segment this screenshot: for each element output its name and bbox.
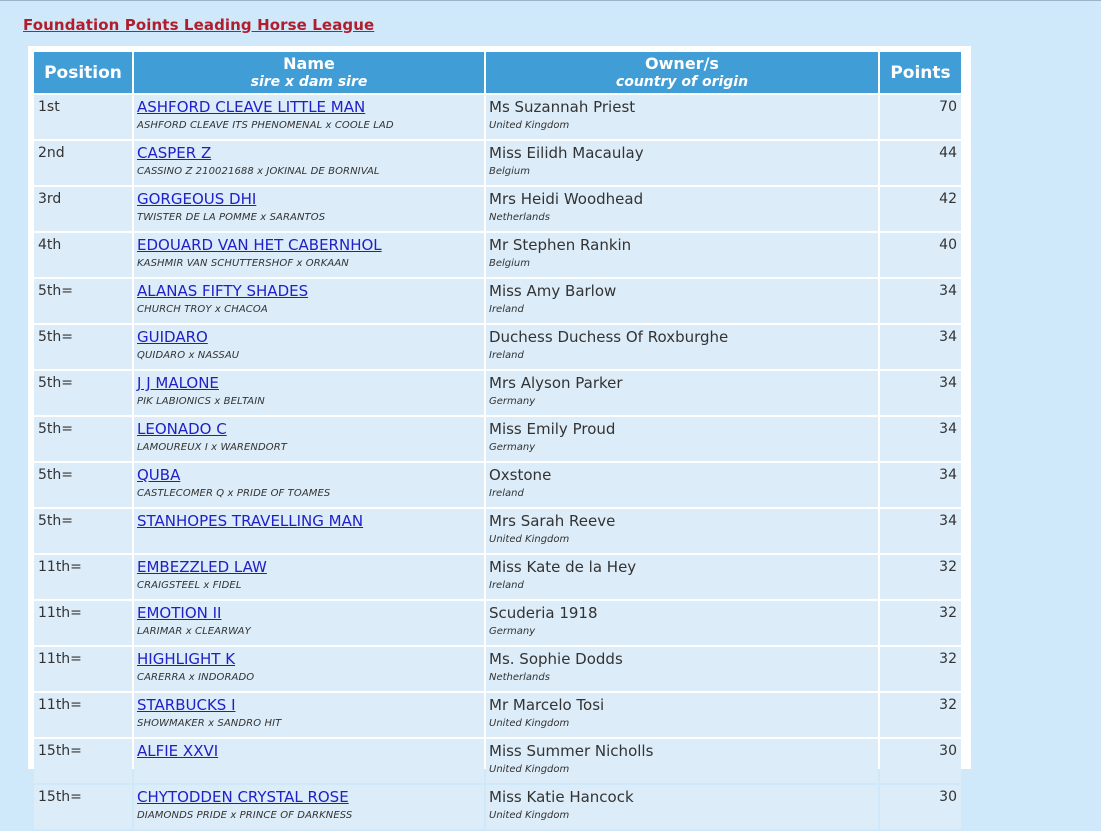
- table-row: [34, 417, 961, 461]
- points-cell: 34: [880, 325, 961, 369]
- table-row: [34, 509, 961, 553]
- table-header-row: [34, 52, 961, 93]
- country-text: Ireland: [489, 488, 524, 499]
- header-name: [134, 52, 484, 93]
- horse-name-link[interactable]: CASPER Z: [137, 144, 212, 162]
- horse-name-link[interactable]: EMBEZZLED LAW: [137, 558, 267, 576]
- horse-name-link[interactable]: STANHOPES TRAVELLING MAN: [137, 512, 364, 530]
- position-cell: 5th=: [34, 371, 132, 415]
- table-row: [34, 279, 961, 323]
- owner-name: Miss Eilidh Macaulay: [489, 144, 644, 162]
- horse-name-link[interactable]: EMOTION II: [137, 604, 222, 622]
- table-row: [34, 647, 961, 691]
- owner-cell: [486, 95, 878, 139]
- country-text: United Kingdom: [489, 534, 570, 545]
- name-cell: [134, 325, 484, 369]
- header-name-sub: sire x dam sire: [250, 73, 368, 90]
- horse-name-link[interactable]: ALANAS FIFTY SHADES: [137, 282, 309, 300]
- owner-name: Duchess Duchess Of Roxburghe: [489, 328, 729, 346]
- owner-cell: [486, 693, 878, 737]
- country-text: Belgium: [489, 258, 530, 269]
- owner-cell: [486, 509, 878, 553]
- name-cell: [134, 233, 484, 277]
- name-cell: [134, 95, 484, 139]
- name-cell: [134, 647, 484, 691]
- country-text: Netherlands: [489, 212, 550, 223]
- table-row: [34, 693, 961, 737]
- owner-name: Miss Katie Hancock: [489, 788, 634, 806]
- name-cell: [134, 739, 484, 783]
- country-text: Ireland: [489, 350, 524, 361]
- horse-name-link[interactable]: LEONADO C: [137, 420, 227, 438]
- header-points: Points: [880, 52, 961, 93]
- name-cell: [134, 509, 484, 553]
- owner-name: Mr Stephen Rankin: [489, 236, 632, 254]
- pedigree-text: SHOWMAKER x SANDRO HIT: [137, 718, 282, 729]
- pedigree-text: QUIDARO x NASSAU: [137, 350, 240, 361]
- position-cell: 5th=: [34, 509, 132, 553]
- position-cell: 5th=: [34, 463, 132, 507]
- points-cell: 32: [880, 693, 961, 737]
- pedigree-text: CHURCH TROY x CHACOA: [137, 304, 268, 315]
- position-cell: 4th: [34, 233, 132, 277]
- header-position: Position: [34, 52, 132, 93]
- table-row: [34, 141, 961, 185]
- owner-cell: [486, 233, 878, 277]
- points-cell: 34: [880, 279, 961, 323]
- horse-name-link[interactable]: ASHFORD CLEAVE LITTLE MAN: [137, 98, 366, 116]
- owner-cell: [486, 325, 878, 369]
- owner-cell: [486, 187, 878, 231]
- owner-name: Miss Summer Nicholls: [489, 742, 654, 760]
- points-cell: 40: [880, 233, 961, 277]
- header-owner: [486, 52, 878, 93]
- country-text: United Kingdom: [489, 120, 570, 131]
- country-text: Belgium: [489, 166, 530, 177]
- owner-name: Oxstone: [489, 466, 552, 484]
- pedigree-text: PIK LABIONICS x BELTAIN: [137, 396, 265, 407]
- owner-name: Ms Suzannah Priest: [489, 98, 636, 116]
- owner-cell: [486, 785, 878, 829]
- horse-name-link[interactable]: STARBUCKS I: [137, 696, 236, 714]
- owner-cell: [486, 555, 878, 599]
- points-cell: 44: [880, 141, 961, 185]
- table-row: [34, 95, 961, 139]
- table-row: [34, 325, 961, 369]
- points-cell: 30: [880, 739, 961, 783]
- horse-name-link[interactable]: ALFIE XXVI: [137, 742, 219, 760]
- owner-name: Miss Amy Barlow: [489, 282, 617, 300]
- position-cell: 15th=: [34, 785, 132, 829]
- position-cell: 2nd: [34, 141, 132, 185]
- header-owner-sub: country of origin: [615, 73, 749, 90]
- position-cell: 5th=: [34, 325, 132, 369]
- owner-cell: [486, 279, 878, 323]
- name-cell: [134, 601, 484, 645]
- name-cell: [134, 555, 484, 599]
- horse-name-link[interactable]: GUIDARO: [137, 328, 208, 346]
- points-cell: 34: [880, 463, 961, 507]
- league-table-container: [28, 46, 971, 821]
- header-name-label: Name: [283, 53, 335, 73]
- table-row: [34, 371, 961, 415]
- owner-cell: [486, 739, 878, 783]
- name-cell: [134, 693, 484, 737]
- name-cell: [134, 371, 484, 415]
- pedigree-text: DIAMONDS PRIDE x PRINCE OF DARKNESS: [137, 810, 353, 821]
- points-cell: 34: [880, 509, 961, 553]
- pedigree-text: TWISTER DE LA POMME x SARANTOS: [137, 212, 326, 223]
- position-cell: 11th=: [34, 693, 132, 737]
- position-cell: 5th=: [34, 279, 132, 323]
- horse-name-link[interactable]: QUBA: [137, 466, 181, 484]
- header-owner-label: Owner/s: [645, 53, 719, 73]
- pedigree-text: KASHMIR VAN SCHUTTERSHOF x ORKAAN: [137, 258, 349, 269]
- country-text: Germany: [489, 396, 536, 407]
- points-cell: 32: [880, 601, 961, 645]
- position-cell: 3rd: [34, 187, 132, 231]
- pedigree-text: LARIMAR x CLEARWAY: [137, 626, 251, 637]
- page-title-link[interactable]: Foundation Points Leading Horse League: [23, 16, 375, 34]
- country-text: United Kingdom: [489, 810, 570, 821]
- table-row: [34, 187, 961, 231]
- points-cell: 32: [880, 647, 961, 691]
- points-cell: 30: [880, 785, 961, 829]
- top-border: [0, 0, 1101, 1]
- position-cell: 11th=: [34, 647, 132, 691]
- position-cell: 11th=: [34, 555, 132, 599]
- table-row: [34, 601, 961, 645]
- owner-name: Miss Emily Proud: [489, 420, 616, 438]
- owner-name: Ms. Sophie Dodds: [489, 650, 623, 668]
- name-cell: [134, 785, 484, 829]
- horse-name-link[interactable]: CHYTODDEN CRYSTAL ROSE: [137, 788, 349, 806]
- owner-cell: [486, 601, 878, 645]
- name-cell: [134, 187, 484, 231]
- owner-name: Mrs Alyson Parker: [489, 374, 623, 392]
- points-cell: 70: [880, 95, 961, 139]
- table-row: [34, 555, 961, 599]
- position-cell: 11th=: [34, 601, 132, 645]
- country-text: Germany: [489, 442, 536, 453]
- owner-name: Scuderia 1918: [489, 604, 598, 622]
- pedigree-text: LAMOUREUX I x WARENDORT: [137, 442, 287, 453]
- country-text: Germany: [489, 626, 536, 637]
- owner-name: Mrs Sarah Reeve: [489, 512, 616, 530]
- country-text: United Kingdom: [489, 718, 570, 729]
- league-table: [32, 50, 963, 831]
- owner-cell: [486, 141, 878, 185]
- name-cell: [134, 141, 484, 185]
- owner-cell: [486, 463, 878, 507]
- points-cell: 32: [880, 555, 961, 599]
- horse-name-link[interactable]: J J MALONE: [137, 374, 219, 392]
- pedigree-text: CARERRA x INDORADO: [137, 672, 255, 683]
- owner-name: Mr Marcelo Tosi: [489, 696, 605, 714]
- table-row: [34, 463, 961, 507]
- horse-name-link[interactable]: GORGEOUS DHI: [137, 190, 257, 208]
- country-text: Netherlands: [489, 672, 550, 683]
- owner-cell: [486, 371, 878, 415]
- name-cell: [134, 279, 484, 323]
- owner-name: Mrs Heidi Woodhead: [489, 190, 644, 208]
- pedigree-text: CRAIGSTEEL x FIDEL: [137, 580, 242, 591]
- position-cell: 15th=: [34, 739, 132, 783]
- country-text: Ireland: [489, 304, 524, 315]
- owner-cell: [486, 417, 878, 461]
- table-row: [34, 233, 961, 277]
- points-cell: 34: [880, 417, 961, 461]
- country-text: Ireland: [489, 580, 524, 591]
- points-cell: 34: [880, 371, 961, 415]
- horse-name-link[interactable]: HIGHLIGHT K: [137, 650, 236, 668]
- position-cell: 5th=: [34, 417, 132, 461]
- horse-name-link[interactable]: EDOUARD VAN HET CABERNHOL: [137, 236, 382, 254]
- name-cell: [134, 417, 484, 461]
- name-cell: [134, 463, 484, 507]
- pedigree-text: CASTLECOMER Q x PRIDE OF TOAMES: [137, 488, 331, 499]
- points-cell: 42: [880, 187, 961, 231]
- country-text: United Kingdom: [489, 764, 570, 775]
- position-cell: 1st: [34, 95, 132, 139]
- table-row: [34, 739, 961, 783]
- table-row: [34, 785, 961, 829]
- pedigree-text: ASHFORD CLEAVE ITS PHENOMENAL x COOLE LAD: [137, 120, 394, 131]
- pedigree-text: CASSINO Z 210021688 x JOKINAL DE BORNIVAL: [137, 166, 380, 177]
- owner-cell: [486, 647, 878, 691]
- owner-name: Miss Kate de la Hey: [489, 558, 637, 576]
